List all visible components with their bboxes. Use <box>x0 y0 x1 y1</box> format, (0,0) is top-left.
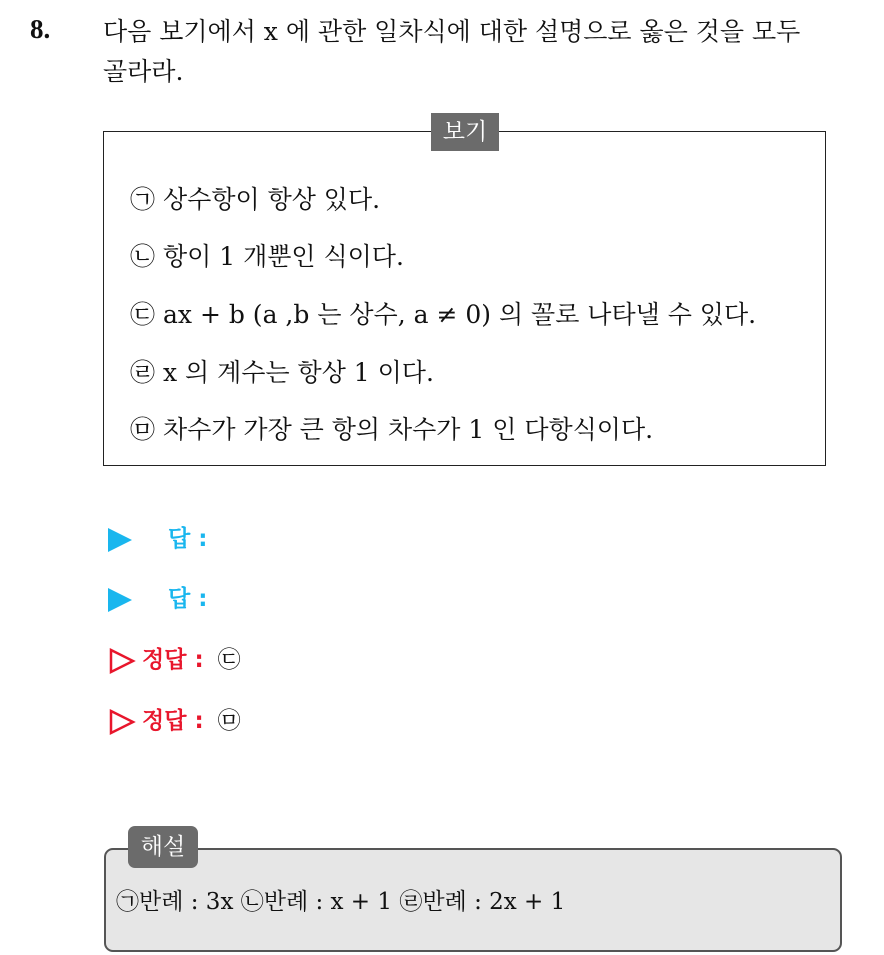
correct-answer-label: 정답 : <box>142 708 204 734</box>
bogi-item-text: 상수항이 항상 있다. <box>163 185 381 214</box>
bogi-item-mark: ㉡ <box>130 242 156 271</box>
correct-answer-2 <box>108 702 241 736</box>
question-text <box>103 12 873 92</box>
correct-answer-value: ㉢ <box>217 647 241 673</box>
bogi-item-3 <box>130 295 756 331</box>
play-triangle-icon <box>108 588 132 612</box>
bogi-item-mark: ㉠ <box>130 185 156 214</box>
answer-blank-2 <box>108 580 207 613</box>
question-text-line2: 골라라. <box>103 57 184 86</box>
bogi-item-text: x 의 계수는 항상 1 이다. <box>163 358 434 387</box>
bogi-title: 보기 <box>431 113 499 151</box>
play-triangle-icon <box>108 528 132 552</box>
bogi-item-1 <box>130 180 380 216</box>
answer-blank-label: 답 : <box>168 586 208 612</box>
answer-blank-label: 답 : <box>168 526 208 552</box>
question-number: 8. <box>30 14 51 44</box>
question-text-line1: 다음 보기에서 x 에 관한 일차식에 대한 설명으로 옳은 것을 모두 <box>103 17 801 46</box>
correct-answer-value: ㉤ <box>217 708 241 734</box>
bogi-item-mark: ㉣ <box>130 358 156 387</box>
outline-triangle-icon <box>108 647 136 675</box>
bogi-item-2 <box>130 237 404 273</box>
bogi-item-text: 차수가 가장 큰 항의 차수가 1 인 다항식이다. <box>163 415 654 444</box>
correct-answer-label: 정답 : <box>142 647 204 673</box>
bogi-item-text: 항이 1 개뿐인 식이다. <box>163 242 404 271</box>
bogi-item-mark: ㉢ <box>130 300 156 329</box>
bogi-item-mark: ㉤ <box>130 415 156 444</box>
bogi-item-5 <box>130 410 653 446</box>
explanation-title: 해설 <box>128 826 198 868</box>
outline-triangle-icon <box>108 708 136 736</box>
bogi-item-4 <box>130 353 434 389</box>
bogi-item-text: ax + b (a ,b 는 상수, a ≠ 0) 의 꼴로 나타낼 수 있다. <box>163 300 757 329</box>
explanation-text: ㉠반례 : 3x ㉡반례 : x + 1 ㉣반례 : 2x + 1 <box>116 889 566 915</box>
correct-answer-1 <box>108 641 241 675</box>
answer-blank-1 <box>108 520 207 553</box>
